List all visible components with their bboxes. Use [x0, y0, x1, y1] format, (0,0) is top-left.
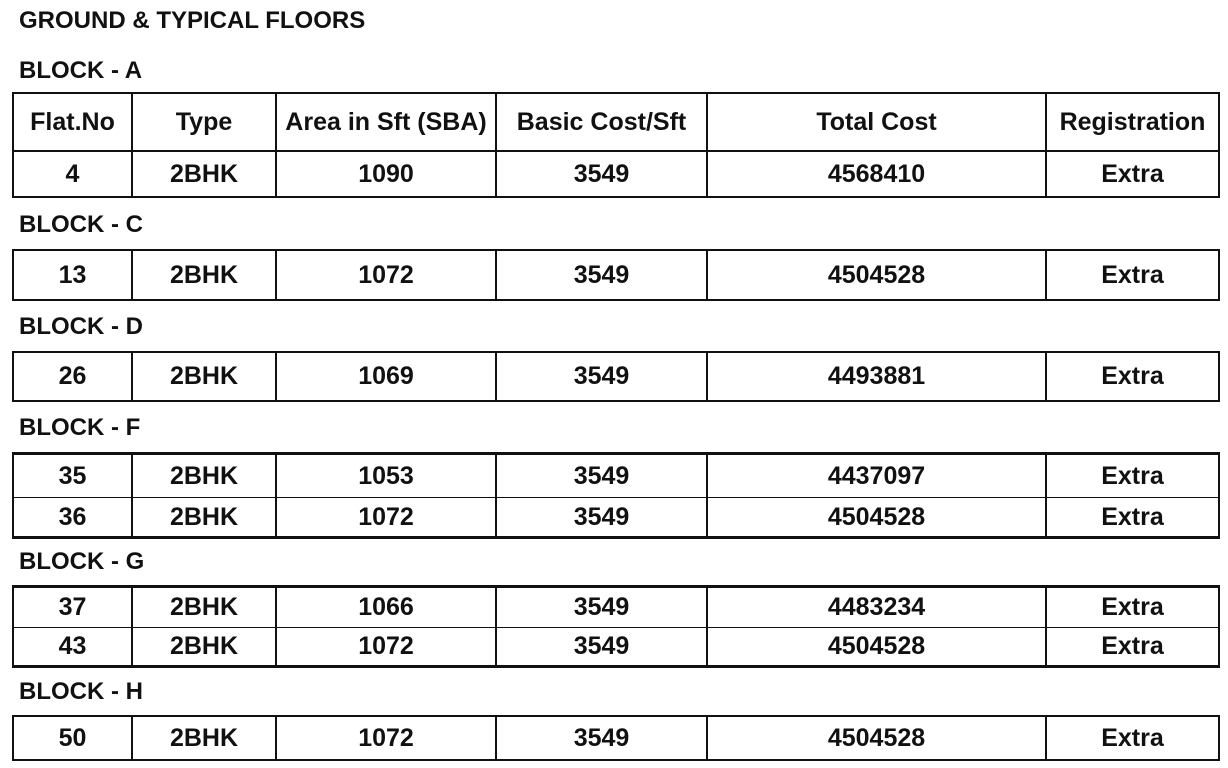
cell-registration: Extra: [1046, 250, 1219, 300]
table-row: [13, 587, 1219, 628]
column-header-registration: Registration: [1046, 93, 1219, 151]
table-row: [13, 151, 1219, 197]
cell-flat-no: 50: [13, 716, 132, 760]
cell-flat-no: 13: [13, 250, 132, 300]
cell-area: 1066: [276, 587, 496, 628]
column-header-basic-cost: Basic Cost/Sft: [496, 93, 707, 151]
page-title: GROUND & TYPICAL FLOORS: [19, 7, 366, 34]
cell-area: 1072: [276, 250, 496, 300]
block-heading: BLOCK - H: [19, 678, 143, 705]
block-d-table: [12, 351, 1220, 402]
table-row: [13, 716, 1219, 760]
table-row: [13, 250, 1219, 300]
cell-registration: Extra: [1046, 151, 1219, 197]
cell-registration: Extra: [1046, 454, 1219, 498]
table-row: [13, 454, 1219, 498]
block-heading: BLOCK - D: [19, 313, 143, 340]
cell-total-cost: 4504528: [707, 628, 1046, 667]
cell-total-cost: 4483234: [707, 587, 1046, 628]
block-g-table: [12, 585, 1220, 668]
table-row: [13, 352, 1219, 401]
cell-type: 2BHK: [132, 454, 276, 498]
block-a-table: [12, 92, 1220, 198]
table-row: [13, 628, 1219, 667]
block-f-table: [12, 452, 1220, 539]
block-heading: BLOCK - F: [19, 414, 141, 441]
block-heading: BLOCK - A: [19, 57, 143, 84]
cell-total-cost: 4504528: [707, 716, 1046, 760]
cell-registration: Extra: [1046, 352, 1219, 401]
cell-total-cost: 4504528: [707, 498, 1046, 538]
cell-flat-no: 4: [13, 151, 132, 197]
cell-area: 1072: [276, 498, 496, 538]
cell-basic-cost: 3549: [496, 454, 707, 498]
cell-flat-no: 36: [13, 498, 132, 538]
column-header-area: Area in Sft (SBA): [276, 93, 496, 151]
block-heading: BLOCK - G: [19, 548, 145, 575]
cell-basic-cost: 3549: [496, 716, 707, 760]
cell-area: 1090: [276, 151, 496, 197]
cell-registration: Extra: [1046, 587, 1219, 628]
cell-type: 2BHK: [132, 628, 276, 667]
cell-area: 1053: [276, 454, 496, 498]
cell-flat-no: 26: [13, 352, 132, 401]
cell-area: 1069: [276, 352, 496, 401]
cell-type: 2BHK: [132, 498, 276, 538]
column-header-flat-no: Flat.No: [13, 93, 132, 151]
cell-basic-cost: 3549: [496, 498, 707, 538]
block-heading: BLOCK - C: [19, 211, 143, 238]
cell-total-cost: 4437097: [707, 454, 1046, 498]
cell-type: 2BHK: [132, 352, 276, 401]
column-header-type: Type: [132, 93, 276, 151]
cell-flat-no: 43: [13, 628, 132, 667]
cell-registration: Extra: [1046, 628, 1219, 667]
cell-total-cost: 4568410: [707, 151, 1046, 197]
cell-basic-cost: 3549: [496, 250, 707, 300]
cell-total-cost: 4504528: [707, 250, 1046, 300]
table-header-row: [13, 93, 1219, 151]
cell-registration: Extra: [1046, 498, 1219, 538]
table-row: [13, 498, 1219, 538]
cell-flat-no: 37: [13, 587, 132, 628]
cell-area: 1072: [276, 628, 496, 667]
cell-basic-cost: 3549: [496, 587, 707, 628]
cell-basic-cost: 3549: [496, 352, 707, 401]
cell-type: 2BHK: [132, 250, 276, 300]
cell-area: 1072: [276, 716, 496, 760]
cell-registration: Extra: [1046, 716, 1219, 760]
block-c-table: [12, 249, 1220, 301]
cell-basic-cost: 3549: [496, 628, 707, 667]
cell-basic-cost: 3549: [496, 151, 707, 197]
cell-flat-no: 35: [13, 454, 132, 498]
cell-type: 2BHK: [132, 151, 276, 197]
block-h-table: [12, 715, 1220, 761]
column-header-total-cost: Total Cost: [707, 93, 1046, 151]
cell-total-cost: 4493881: [707, 352, 1046, 401]
cell-type: 2BHK: [132, 716, 276, 760]
cell-type: 2BHK: [132, 587, 276, 628]
